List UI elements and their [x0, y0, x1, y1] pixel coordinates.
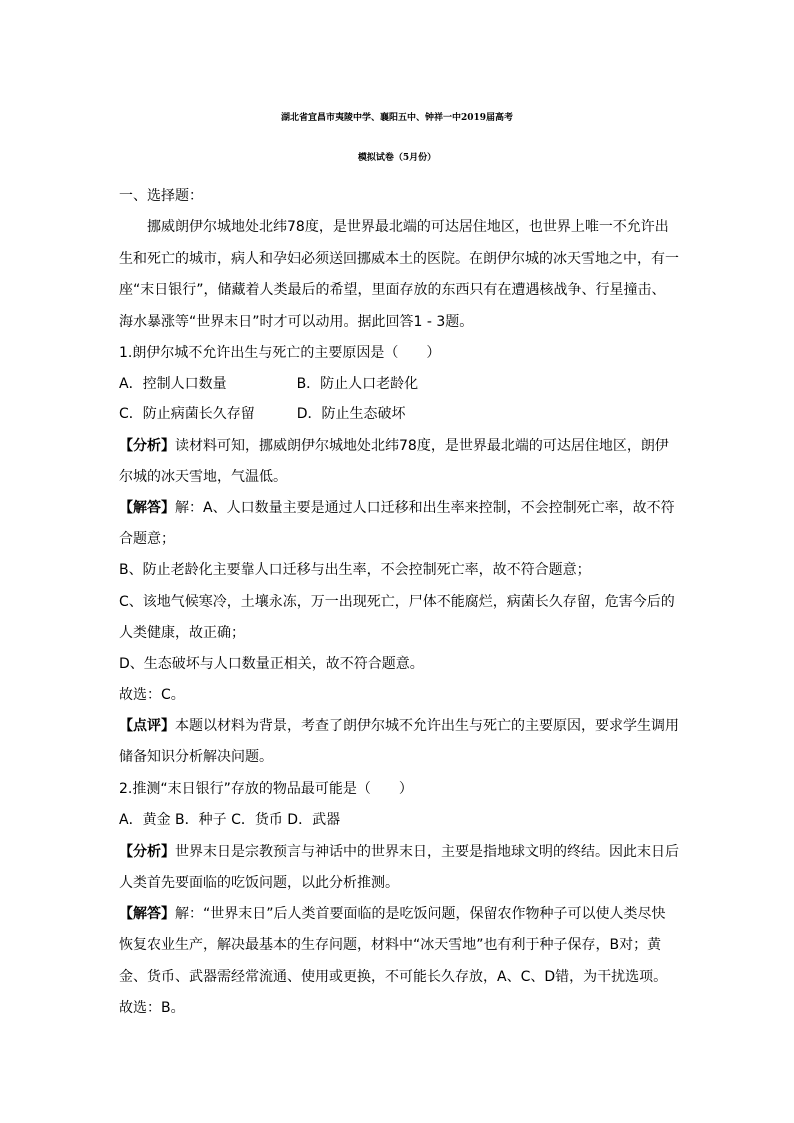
- question-1-stem: 1.朗伊尔城不允许出生与死亡的主要原因是（ ）: [119, 345, 441, 361]
- q1-answer-line: C、该地气候寒冷，土壤永冻，万一出现死亡，尸体不能腐烂，病菌长久存留，危害今后的: [119, 594, 675, 610]
- q1-answer-line: [119, 498, 675, 518]
- analysis-text: 读材料可知，挪威朗伊尔城地处北纬78度，是世界最北端的可达居住地区，朗伊: [175, 438, 669, 454]
- q1-answer-line: 合题意；: [119, 531, 175, 547]
- q1-answer-line: B、防止老龄化主要靠人口迁移与出生率，不会控制死亡率，故不符合题意；: [119, 562, 591, 578]
- doc-title-line1: 湖北省宜昌市夷陵中学、襄阳五中、钟祥一中2019届高考: [280, 113, 514, 123]
- passage-line: 海水暴涨等“世界末日”时才可以动用。据此回答1 - 3题。: [119, 314, 474, 330]
- q2-answer-line: 金、货币、武器需经常流通、使用或更换，不可能长久存放，A、C、D错，为干扰选项。: [119, 969, 668, 985]
- q2-answer-line: [119, 904, 666, 924]
- q1-analysis-line: [119, 436, 669, 456]
- doc-title-line2: 模拟试卷（5月份）: [357, 153, 437, 163]
- q2-analysis-line: 人类首先要面临的吃饭问题，以此分析推测。: [119, 875, 399, 891]
- q1-answer-line: 人类健康，故正确；: [119, 625, 245, 641]
- q2-analysis-line: [119, 842, 679, 862]
- answer-tag: 【解答】: [119, 500, 175, 516]
- analysis-tag: 【分析】: [119, 844, 175, 860]
- question-2-stem: 2.推测“末日银行”存放的物品最可能是（ ）: [119, 781, 413, 797]
- question-2-options-row1: A．黄金 B．种子 C．货币 D．武器: [119, 812, 341, 828]
- q1-answer-line: 故选：C。: [119, 687, 185, 703]
- passage-line: 挪威朗伊尔城地处北纬78度，是世界最北端的可达居住地区，也世界上唯一不允许出: [147, 219, 669, 235]
- q1-comment-line: [119, 716, 679, 736]
- q1-comment-line: 储备知识分析解决问题。: [119, 749, 273, 765]
- analysis-text: 世界末日是宗教预言与神话中的世界末日，主要是指地球文明的终结。因此末日后: [175, 844, 679, 860]
- answer-text: 解：A、人口数量主要是通过人口迁移和出生率来控制，不会控制死亡率，故不符: [175, 500, 675, 516]
- q1-answer-line: D、生态破坏与人口数量正相关，故不符合题意。: [119, 656, 424, 672]
- answer-text: 解：“世界末日”后人类首要面临的是吃饭问题，保留农作物种子可以使人类尽快: [175, 906, 666, 922]
- section-heading: 一、选择题：: [119, 188, 203, 204]
- question-1-options-row1: A．控制人口数量 B．防止人口老龄化: [119, 376, 419, 392]
- question-1-options-row2: C．防止病菌长久存留 D．防止生态破坏: [119, 406, 406, 422]
- passage-line: 生和死亡的城市，病人和孕妇必须送回挪威本土的医院。在朗伊尔城的冰天雪地之中，有一: [119, 251, 679, 267]
- comment-text: 本题以材料为背景，考查了朗伊尔城不允许出生与死亡的主要原因，要求学生调用: [175, 718, 679, 734]
- answer-tag: 【解答】: [119, 906, 175, 922]
- q2-answer-line: 恢复农业生产，解决最基本的生存问题，材料中“冰天雪地”也有利于种子保存，B对；黄: [119, 937, 662, 953]
- passage-line: 座“末日银行”，储藏着人类最后的希望，里面存放的东西只有在遭遇核战争、行星撞击、: [119, 282, 666, 298]
- comment-tag: 【点评】: [119, 718, 175, 734]
- analysis-tag: 【分析】: [119, 438, 175, 454]
- q2-answer-line: 故选：B。: [119, 1000, 185, 1016]
- q1-analysis-line: 尔城的冰天雪地，气温低。: [119, 469, 287, 485]
